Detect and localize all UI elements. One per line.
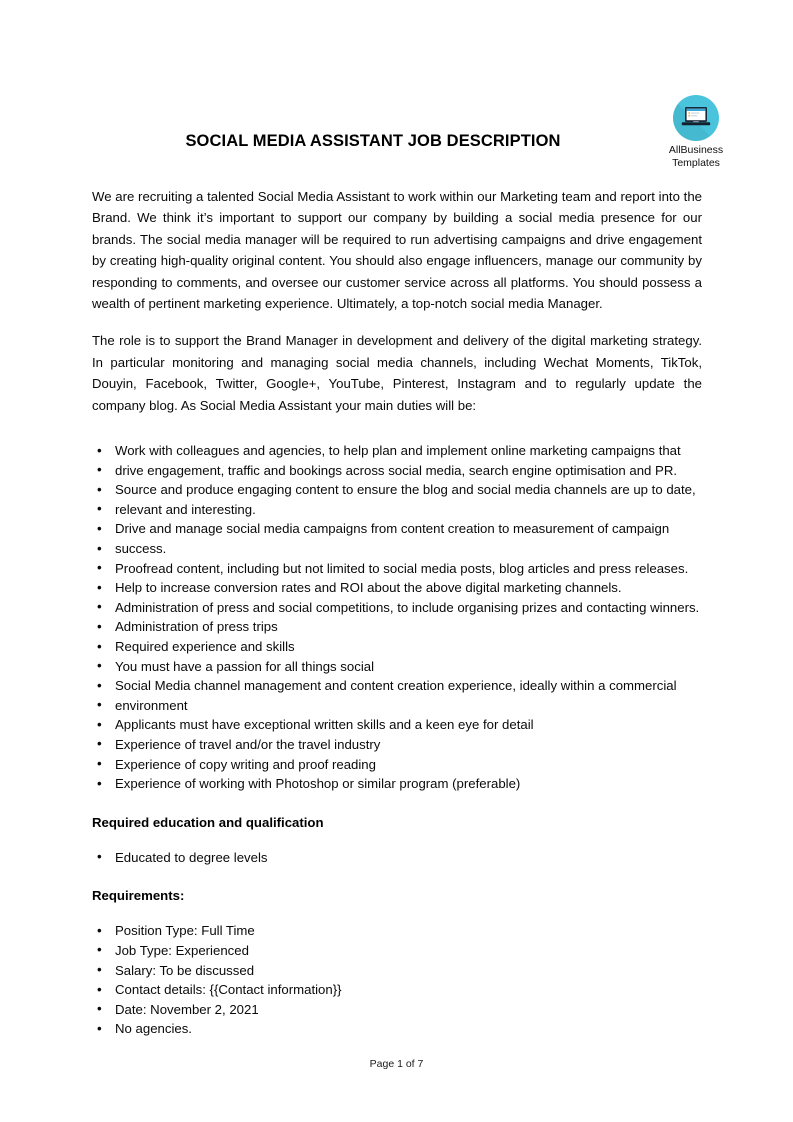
page-title: SOCIAL MEDIA ASSISTANT JOB DESCRIPTION [185,132,561,150]
list-item: • Administration of press and social competitions, to include organising prizes and contacting winners. [92,598,702,618]
list-item: • Experience of copy writing and proof reading [92,755,702,775]
list-item: • environment [92,696,702,716]
spacer [92,794,702,812]
list-item: • Administration of press trips [92,617,702,637]
page-footer: Page 1 of 7 [369,1058,424,1070]
laptop-icon [681,106,711,129]
intro-paragraph-2: The role is to support the Brand Manager in development and delivery of the digital marketing strategy. In particular monitoring and managing social media channels, including Wechat Moments, TikTok, Douyin, Facebook, Twitter, Google+, YouTube, Pinterest, Instagram and to regularly update the company blog. As Social Media Assistant your main duties will be: [92,333,702,413]
requirements-list [92,921,702,1039]
list-item: • Experience of travel and/or the travel industry [92,735,702,755]
list-item: • relevant and interesting. [92,500,702,520]
list-item: • No agencies. [92,1019,702,1039]
list-item: • Position Type: Full Time [92,921,702,941]
list-item: • Source and produce engaging content to ensure the blog and social media channels are up to date, [92,480,702,500]
document-body [92,186,702,1039]
list-item: • Help to increase conversion rates and ROI about the above digital marketing channels. [92,578,702,598]
list-item: • Date: November 2, 2021 [92,1000,702,1020]
spacer [92,432,702,441]
list-item: • Applicants must have exceptional written skills and a keen eye for detail [92,715,702,735]
education-list [92,848,702,868]
list-item: • Educated to degree levels [92,848,702,868]
list-item: • Job Type: Experienced [92,941,702,961]
list-item: • drive engagement, traffic and bookings across social media, search engine optimisation and PR. [92,461,702,481]
spacer [92,833,702,848]
duties-list [92,441,702,794]
list-item: • Work with colleagues and agencies, to help plan and implement online marketing campaigns that [92,441,702,461]
list-item: • Experience of working with Photoshop or similar program (preferable) [92,774,702,794]
list-item: • success. [92,539,702,559]
logo-text [653,144,739,169]
logo-text-line1: AllBusiness [668,144,724,156]
list-item: • Required experience and skills [92,637,702,657]
spacer [92,906,702,921]
intro-paragraph-1: We are recruiting a talented Social Media Assistant to work within our Marketing team and report into the Brand. We think it’s important to support our company by building a social media presence for our brands. The social media manager will be required to run advertising campaigns and drive engagement by creating high-quality original content. You should also engage influencers, manage our community by responding to comments, and oversee our customer service across all platforms. You should possess a wealth of pertinent marketing experience. Ultimately, a top-notch social media Manager. [92,189,702,312]
requirements-heading: Requirements: [92,888,185,904]
allbusiness-templates-logo [653,95,739,169]
education-heading: Required education and qualification [92,814,324,830]
logo-circle [673,95,719,141]
list-item: • Social Media channel management and content creation experience, ideally within a commercial [92,676,702,696]
list-item: • Salary: To be discussed [92,961,702,981]
logo-text-line2: Templates [672,156,720,169]
list-item: • Drive and manage social media campaigns from content creation to measurement of campaign [92,519,702,539]
list-item: • Proofread content, including but not limited to social media posts, blog articles and press releases. [92,559,702,579]
list-item: • You must have a passion for all things social [92,657,702,677]
list-item: • Contact details: {{Contact information}} [92,980,702,1000]
spacer [92,867,702,885]
